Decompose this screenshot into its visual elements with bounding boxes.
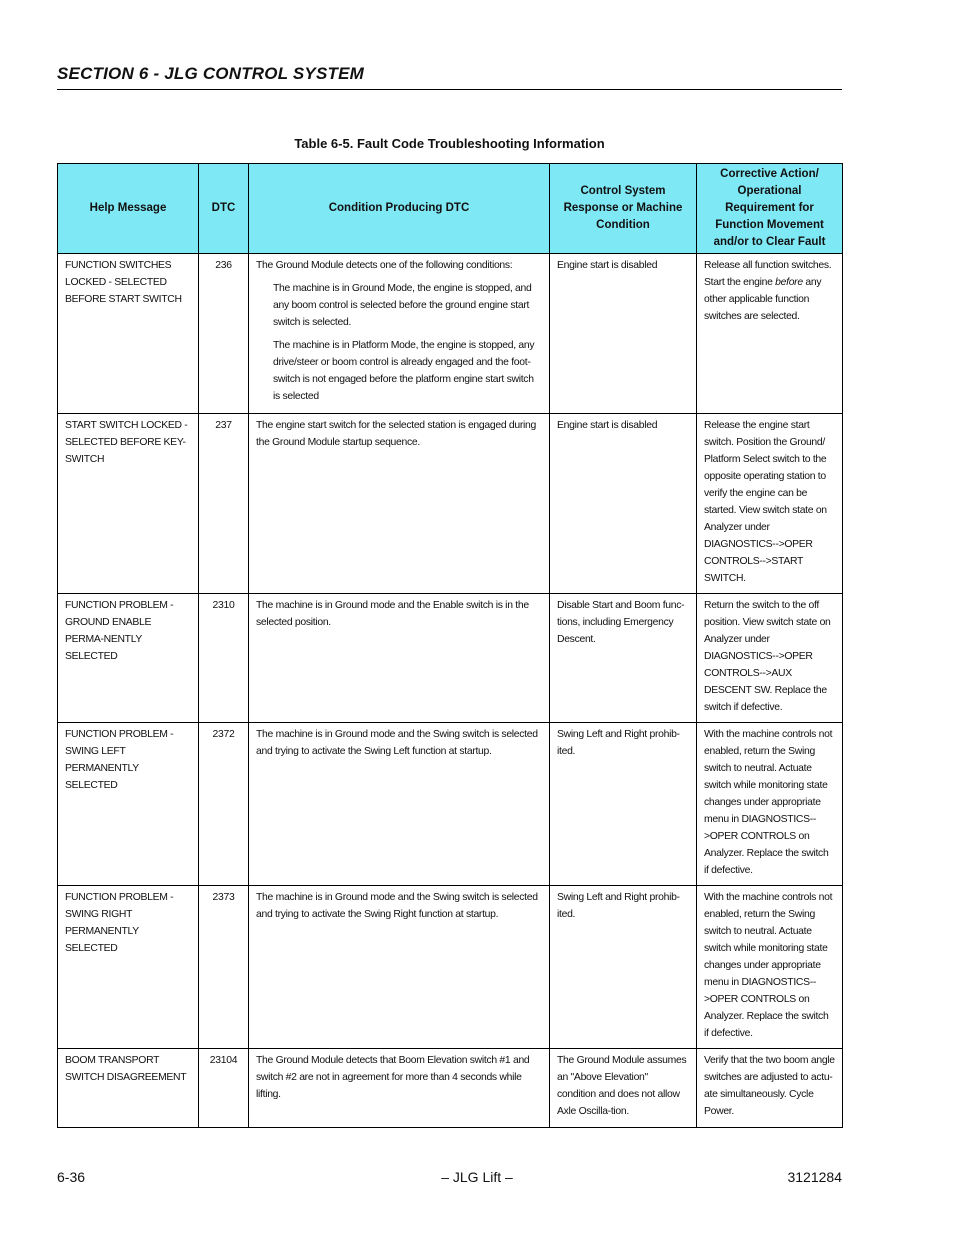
response-cell: Swing Left and Right prohib-ited.	[550, 886, 697, 1049]
dtc-cell: 2310	[199, 594, 249, 723]
action-emphasis: before	[775, 277, 803, 288]
action-text: any other applicable function switches are selected.	[704, 277, 822, 322]
help-message-cell: FUNCTION PROBLEM - GROUND ENABLE PERMA-NENTLY SELECTED	[58, 594, 199, 723]
column-header-response: Control System Response or Machine Condition	[550, 164, 697, 254]
corrective-action-cell: Return the switch to the off position. View switch state on Analyzer under DIAGNOSTICS-->OPER CONTROLS-->AUX DESCENT SW. Replace the switch if defective.	[697, 594, 843, 723]
condition-subitem: The machine is in Ground Mode, the engine is stopped, and any boom control is selected before the ground engine start switch is selected.	[273, 283, 532, 328]
dtc-cell: 236	[199, 254, 249, 414]
dtc-cell: 237	[199, 414, 249, 594]
table-row	[58, 594, 843, 723]
dtc-cell: 2372	[199, 723, 249, 886]
response-cell: Swing Left and Right prohib-ited.	[550, 723, 697, 886]
dtc-cell: 2373	[199, 886, 249, 1049]
table-title: Table 6-5. Fault Code Troubleshooting Information	[294, 136, 605, 151]
condition-cell: The Ground Module detects that Boom Elevation switch #1 and switch #2 are not in agreement for more than 4 seconds while lifting.	[249, 1049, 550, 1128]
response-cell: Disable Start and Boom func-tions, including Emergency Descent.	[550, 594, 697, 723]
corrective-action-cell: Verify that the two boom angle switches are adjusted to actu-ate simultaneously. Cycle Power.	[697, 1049, 843, 1128]
table-row	[58, 254, 843, 414]
corrective-action-cell: With the machine controls not enabled, return the Swing switch to neutral. Actuate switch while monitoring state changes under appropriate menu in DIAGNOSTICS-->OPER CONTROLS on Analyzer. Replace the switch if defective.	[697, 723, 843, 886]
table-row	[58, 1049, 843, 1128]
corrective-action-cell	[697, 254, 843, 414]
column-header-corrective-action: Corrective Action/ Operational Requirement for Function Movement and/or to Clear Fault	[697, 164, 843, 254]
corrective-action-cell: Release the engine start switch. Position the Ground/ Platform Select switch to the opposite operating station to verify the engine can be started. View switch state on Analyzer under DIAGNOSTICS-->OPER CONTROLS-->START SWITCH.	[697, 414, 843, 594]
help-message-cell: FUNCTION PROBLEM - SWING LEFT PERMANENTLY SELECTED	[58, 723, 199, 886]
dtc-cell: 23104	[199, 1049, 249, 1128]
response-cell: Engine start is disabled	[550, 414, 697, 594]
condition-subitem: The machine is in Platform Mode, the engine is stopped, any drive/steer or boom control is already engaged and the foot-switch is not engaged before the platform engine start switch is selected	[273, 340, 535, 402]
document-number: 3121284	[787, 1169, 842, 1185]
table-header-row	[58, 164, 843, 254]
footer-publisher: – JLG Lift –	[441, 1169, 513, 1185]
condition-cell: The machine is in Ground mode and the Enable switch is in the selected position.	[249, 594, 550, 723]
help-message-cell: BOOM TRANSPORT SWITCH DISAGREEMENT	[58, 1049, 199, 1128]
table-row	[58, 414, 843, 594]
condition-cell	[249, 254, 550, 414]
response-cell: The Ground Module assumes an "Above Elevation" condition and does not allow Axle Oscilla-tion.	[550, 1049, 697, 1128]
column-header-condition: Condition Producing DTC	[249, 164, 550, 254]
fault-code-table	[57, 163, 843, 1128]
condition-cell: The machine is in Ground mode and the Swing switch is selected and trying to activate the Swing Right function at startup.	[249, 886, 550, 1049]
response-cell: Engine start is disabled	[550, 254, 697, 414]
condition-cell: The engine start switch for the selected station is engaged during the Ground Module startup sequence.	[249, 414, 550, 594]
help-message-cell: FUNCTION PROBLEM - SWING RIGHT PERMANENTLY SELECTED	[58, 886, 199, 1049]
column-header-dtc: DTC	[199, 164, 249, 254]
table-row	[58, 886, 843, 1049]
condition-cell: The machine is in Ground mode and the Swing switch is selected and trying to activate the Swing Left function at startup.	[249, 723, 550, 886]
header-divider	[57, 89, 842, 90]
page-number: 6-36	[57, 1169, 86, 1185]
table-row	[58, 723, 843, 886]
section-title: SECTION 6 - JLG CONTROL SYSTEM	[57, 64, 364, 83]
column-header-help-message: Help Message	[58, 164, 199, 254]
help-message-cell: FUNCTION SWITCHES LOCKED - SELECTED BEFORE START SWITCH	[58, 254, 199, 414]
corrective-action-cell: With the machine controls not enabled, return the Swing switch to neutral. Actuate switch while monitoring state changes under appropriate menu in DIAGNOSTICS-->OPER CONTROLS on Analyzer. Replace the switch if defective.	[697, 886, 843, 1049]
action-text: Release all function switches. Start the engine	[704, 260, 832, 288]
condition-text: The Ground Module detects one of the following conditions:	[256, 260, 513, 271]
help-message-cell: START SWITCH LOCKED - SELECTED BEFORE KEY-SWITCH	[58, 414, 199, 594]
